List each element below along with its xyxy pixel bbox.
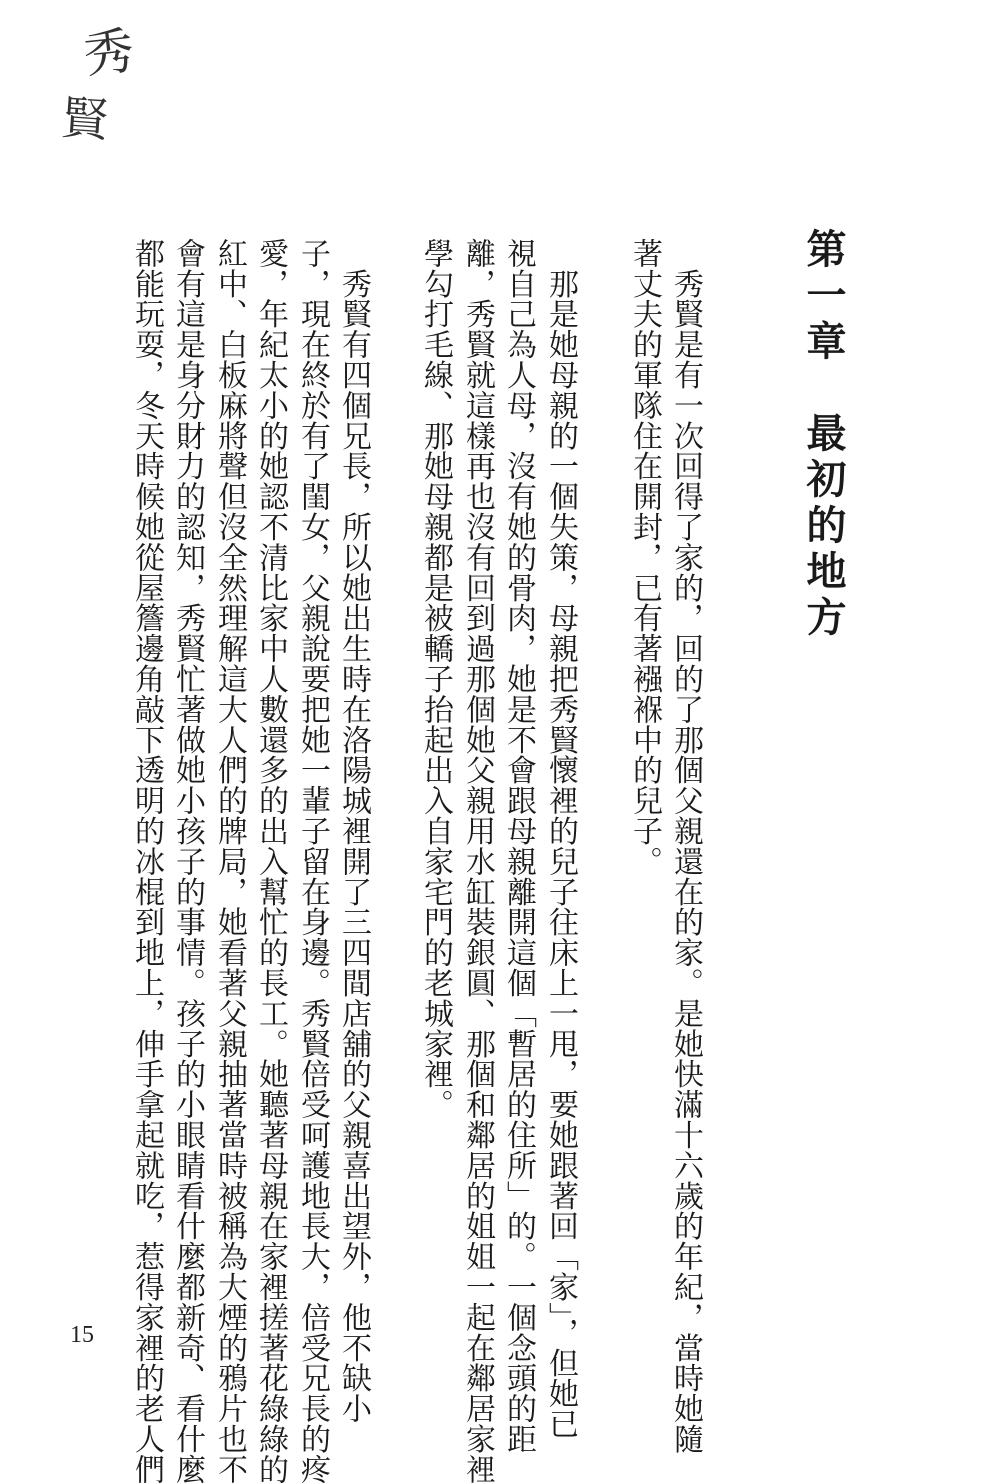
- text-column-1: 秀賢是有一次回得了家的，回的了那個父親還在的家。是她快滿十六歲的年紀，當時她隨: [668, 238, 703, 1454]
- text-column-4: 視自己為人母，沒有她的骨肉，她是不會跟母親離開這個「暫居的住所」的。一個念頭的距: [501, 238, 536, 1454]
- chapter-title: 第一章 最初的地方: [800, 228, 847, 642]
- text-column-2: 著丈夫的軍隊住在開封，已有著襁褓中的兒子。: [627, 238, 662, 877]
- page-number: 15: [70, 1322, 94, 1348]
- running-head-char-2: 賢: [60, 90, 110, 148]
- text-column-8: 子，現在終於有了閨女，父親說要把她一輩子留在身邊。秀賢倍受呵護地長大，倍受兄長的疼: [295, 238, 330, 1484]
- running-head: [60, 21, 137, 158]
- running-head-char-1: 秀: [81, 21, 137, 85]
- text-column-12: 都能玩耍，冬天時候她從屋簷邊角敲下透明的冰棍到地上，伸手拿起就吃，惹得家裡的老人們: [129, 238, 164, 1484]
- text-column-10: 紅中、白板麻將聲但沒全然理解這大人們的牌局，她看著父親抽著當時被稱為大煙的鴉片也不: [212, 238, 247, 1484]
- text-column-6: 學勾打毛線、那她母親都是被轎子抬起出入自家宅門的老城家裡。: [418, 238, 453, 1120]
- text-column-3: 那是她母親的一個失策，母親把秀賢懷裡的兒子往床上一甩，要她跟著回「家」，但她已: [543, 238, 578, 1439]
- text-column-7: 秀賢有四個兄長，所以她出生時在洛陽城裡開了三四間店舖的父親喜出望外，他不缺小: [336, 238, 371, 1424]
- text-column-9: 愛，年紀太小的她認不清比家中人數還多的出入幫忙的長工。她聽著母親在家裡搓著花綠綠的: [253, 238, 288, 1484]
- text-column-11: 會有這是身分財力的認知，秀賢忙著做她小孩子的事情。孩子的小眼睛看什麼都新奇、看什麼: [170, 238, 205, 1484]
- text-column-5: 離，秀賢就這樣再也沒有回到過那個她父親用水缸裝銀圓、那個和鄰居的姐姐一起在鄰居家裡: [460, 238, 495, 1484]
